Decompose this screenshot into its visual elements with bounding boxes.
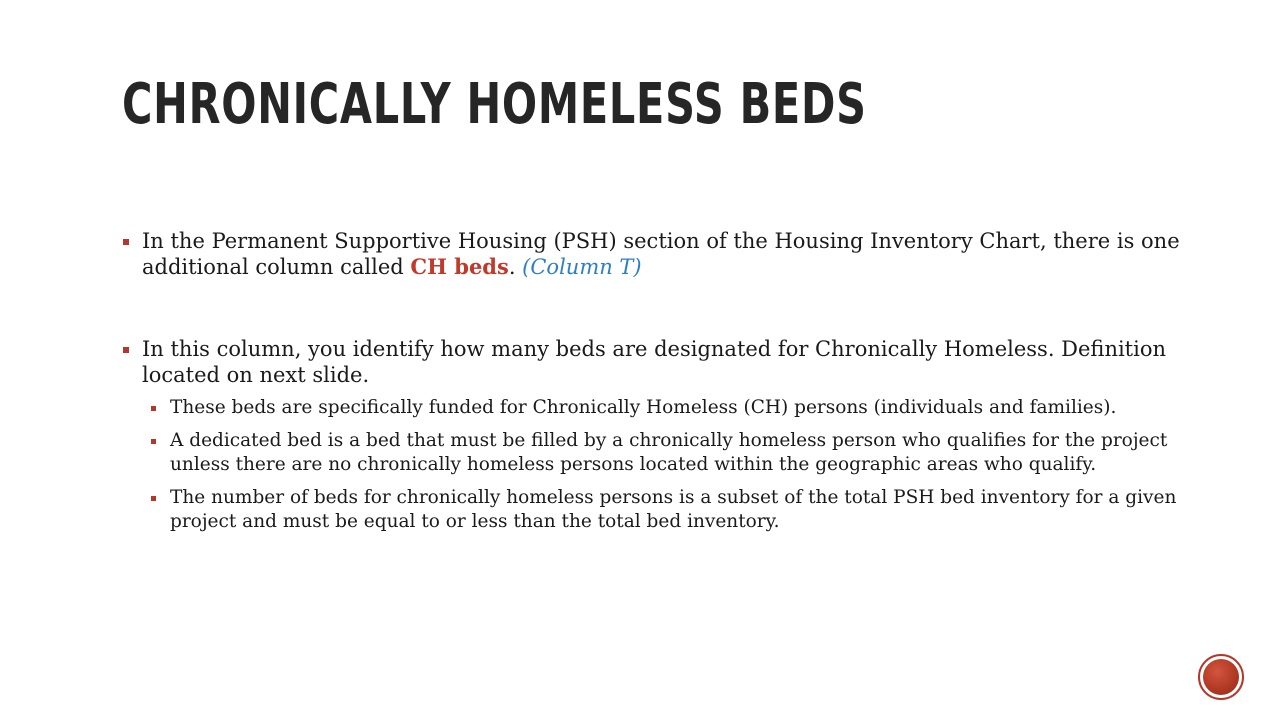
bullet-text: In this column, you identify how many beds are designated for Chronically Homeless. Definition located on next slide.: [142, 337, 1167, 387]
bullet-text: In the Permanent Supportive Housing (PSH) section of the Housing Inventory Chart, there is one additional column called: [142, 229, 1180, 279]
square-bullet-icon: [123, 239, 129, 245]
sub-bullet-text: A dedicated bed is a bed that must be filled by a chronically homeless person who qualifies for the project unless there are no chronically homeless persons located within the geographic areas who qualify.: [170, 430, 1168, 475]
sub-bullet-item: [150, 486, 1182, 534]
bullet-text-after: .: [508, 255, 523, 279]
sub-bullet-item: [150, 396, 1182, 420]
square-bullet-icon: [151, 496, 156, 501]
sub-bullet-text: The number of beds for chronically homeless persons is a subset of the total PSH bed inventory for a given project and must be equal to or less than the total bed inventory.: [170, 487, 1177, 532]
circle-nav-fill: [1203, 659, 1239, 695]
square-bullet-icon: [151, 439, 156, 444]
sub-bullet-list: [122, 396, 1182, 534]
bullet-item-column-definition: [122, 336, 1182, 388]
column-note: (Column T): [522, 255, 642, 279]
circle-nav-icon[interactable]: [1198, 654, 1244, 700]
square-bullet-icon: [151, 406, 156, 411]
slide-title: CHRONICALLY HOMELESS BEDS: [122, 72, 867, 137]
slide-content: [122, 228, 1182, 534]
bullet-item-psh-section: [122, 228, 1182, 280]
square-bullet-icon: [123, 347, 129, 353]
sub-bullet-text: These beds are specifically funded for Chronically Homeless (CH) persons (individuals and families).: [170, 397, 1117, 418]
sub-bullet-item: [150, 429, 1182, 477]
ch-beds-highlight: CH beds: [410, 254, 509, 279]
